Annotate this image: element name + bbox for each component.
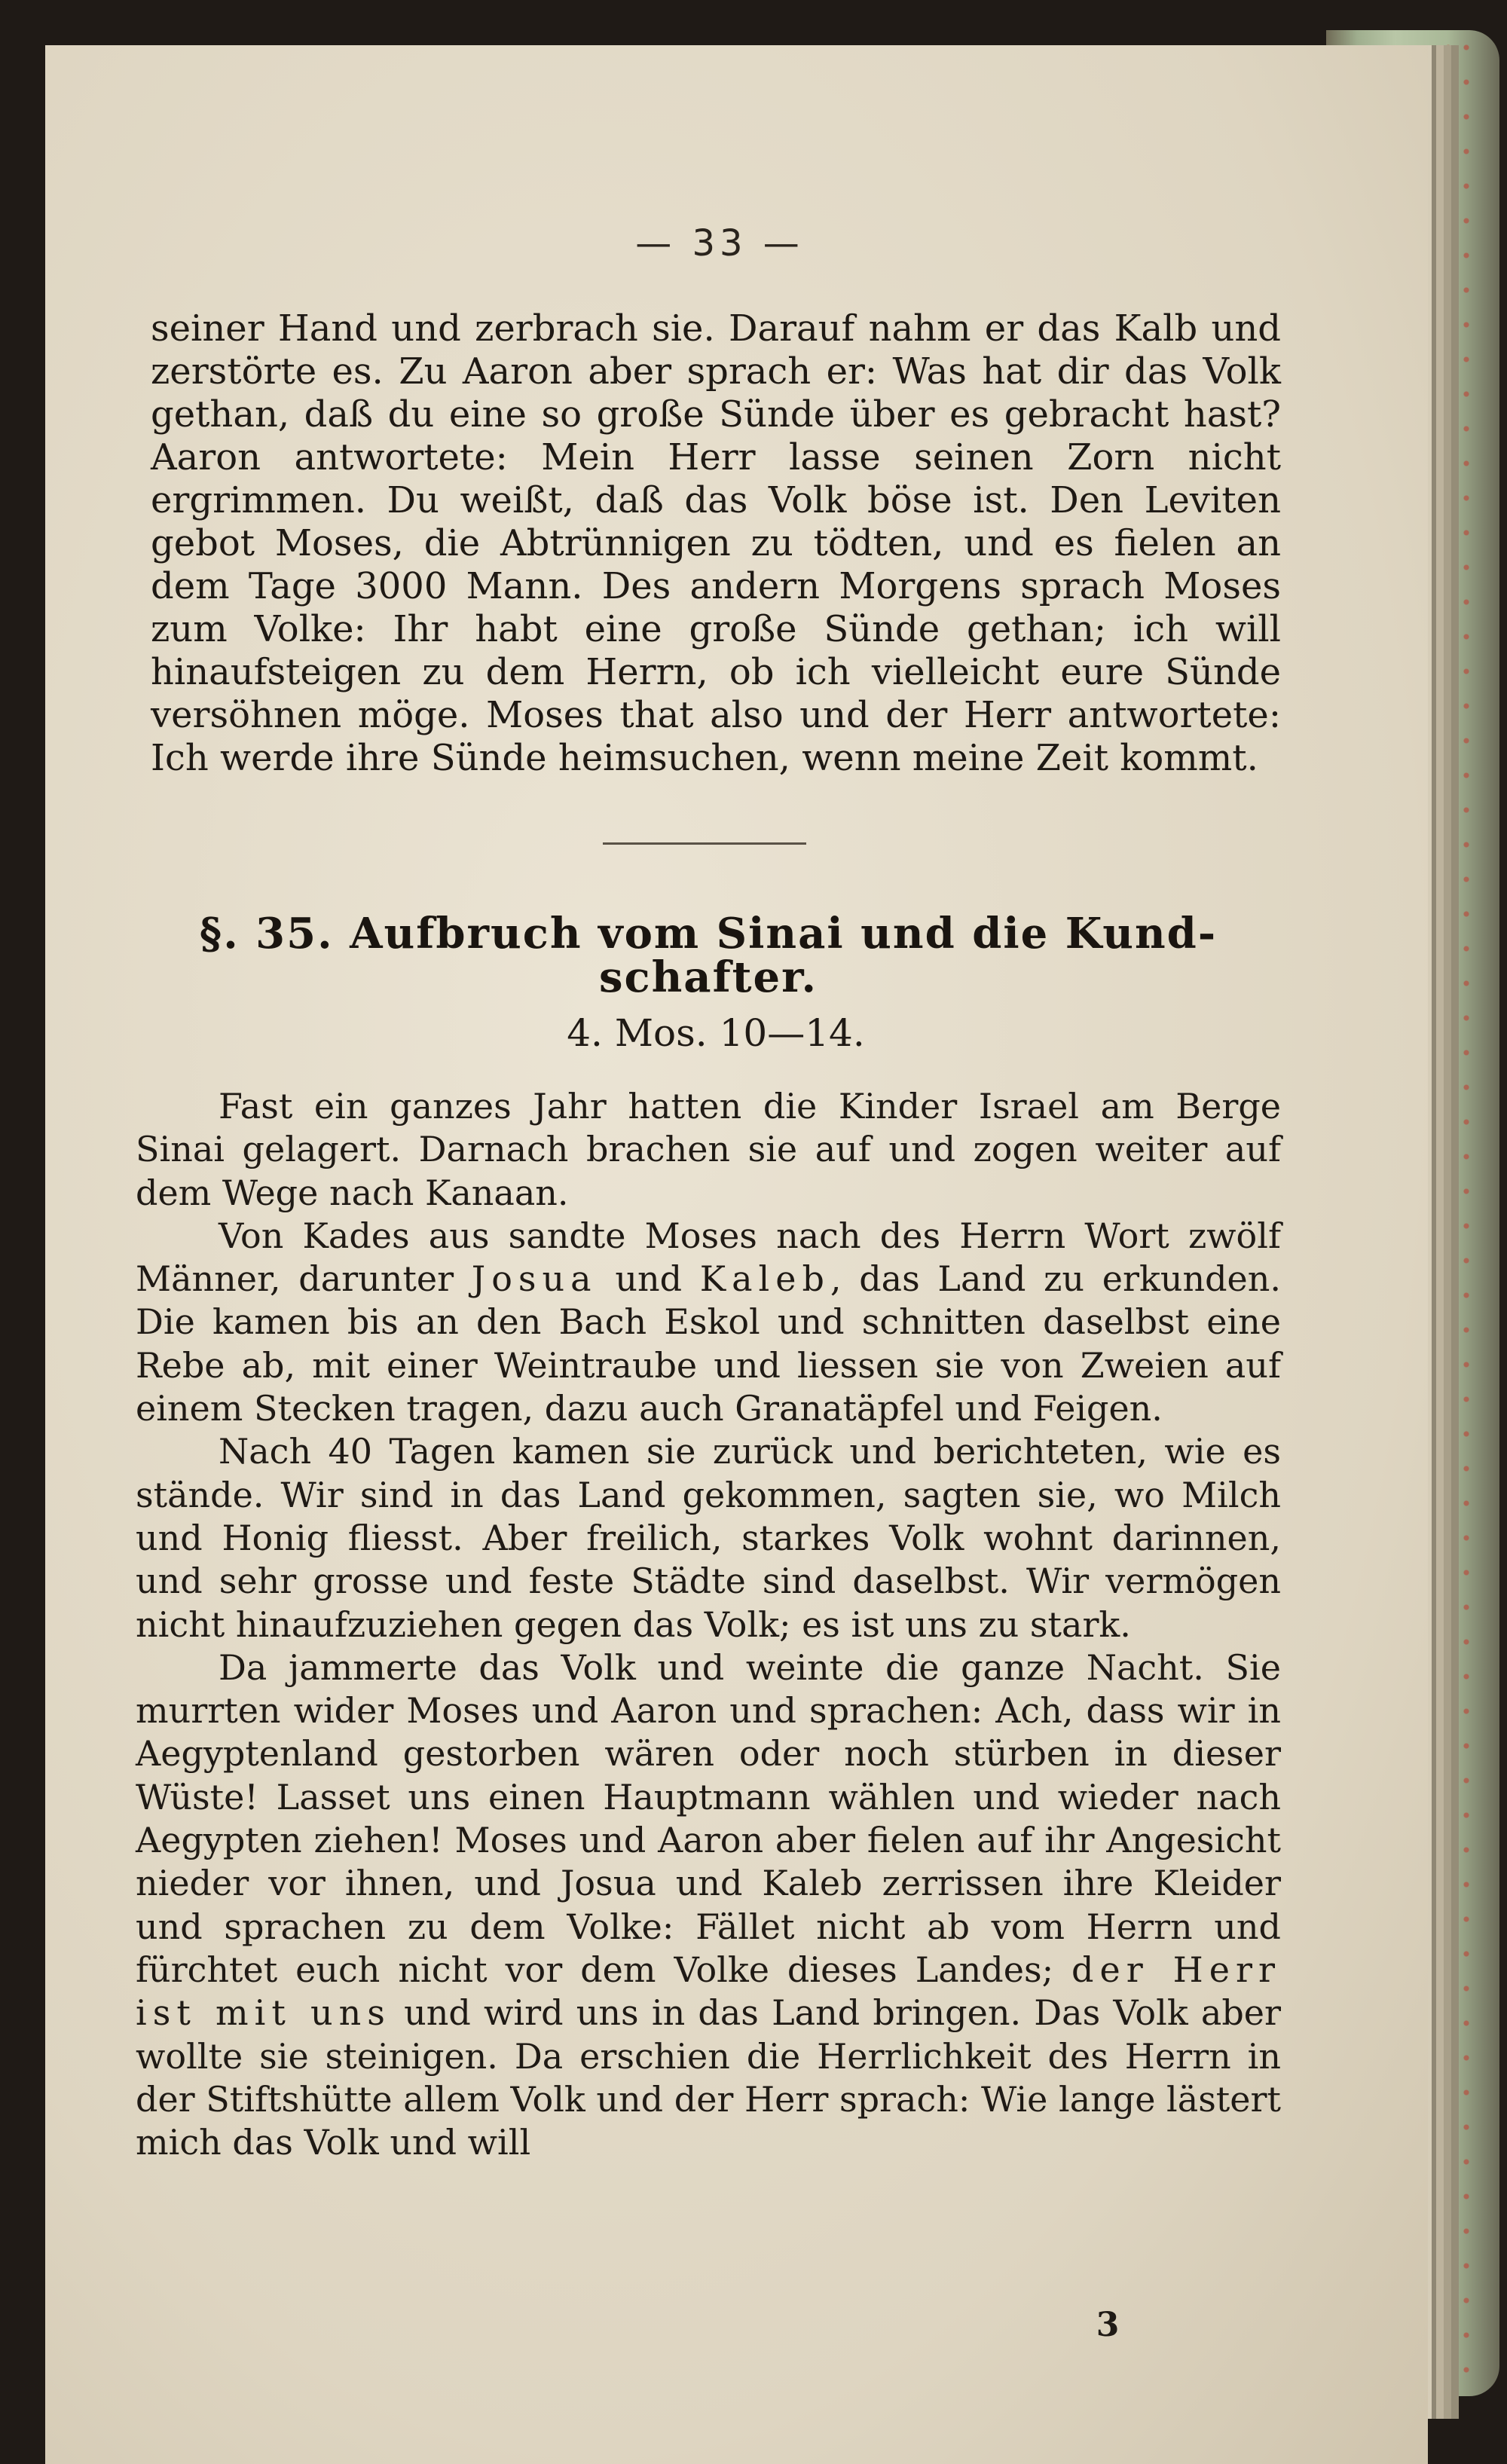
body-text [136, 1085, 1281, 2164]
name-josua: Josua [471, 1258, 598, 1300]
fraktur-text: seiner Hand und zerbrach sie. Darauf nahm er das Kalb und zerstörte es. Zu Aaron aber sprach er: Was hat dir das Volk gethan, daß du eine so große Sünde über es gebracht hast? Aaron antwortete: Mein Herr lasse seinen Zorn nicht ergrimmen. Du weißt, daß das Volk böse ist. Den Leviten gebot Moses, die Abtrünnigen zu tödten, und es fielen an dem Tage 3000 Mann. Des andern Morgens sprach Moses zum Volke: Ihr habt eine große Sünde gethan; ich will hinaufsteigen zu dem Herrn, ob ich vielleicht eure Sünde versöhnen möge. Moses that also und der Herr antwortete: Ich werde ihre Sünde heimsuchen, wenn meine Zeit kommt. [151, 307, 1281, 779]
paragraph-4-text-b: und wird uns in das Land bringen. Das Volk aber wollte sie steinigen. Da erschien die Herrlichkeit des Herrn in der Stiftshütte allem Volk und der Herr sprach: Wie lange lästert mich das Volk und will [136, 1992, 1281, 2163]
section-heading-line1: §. 35. Aufbruch vom Sinai und die Kund- [199, 909, 1218, 958]
paragraph-2-und: und [615, 1258, 683, 1300]
page-number: — 33 — [635, 222, 804, 264]
book-page [45, 45, 1428, 2464]
paragraph-1: Fast ein ganzes Jahr hatten die Kinder Israel am Berge Sinai gelagert. Darnach brachen sie auf und zogen weiter auf dem Wege nach Kanaan. [136, 1086, 1281, 1213]
paragraph-2-text-b: , das Land zu erkunden. Die kamen bis an den Bach Eskol und schnitten daselbst eine Rebe ab, mit einer Weintraube und liessen sie von Zweien auf einem Stecken tragen, dazu auch Granatäpfel und Feigen. [136, 1258, 1282, 1429]
cover-pattern [1439, 30, 1469, 2396]
section-heading [136, 909, 1281, 1002]
page-stack [45, 45, 1436, 2419]
section-heading-line2: schafter. [598, 952, 818, 1002]
paragraph-4-text-a: Da jammerte das Volk und weinte die ganze Nacht. Sie murrten wider Moses und Aaron und sprachen: Ach, dass wir in Aegyptenland gestorben wären oder noch stürben in dieser Wüste! Lasset uns einen Hauptmann wählen und wieder nach Aegypten ziehen! Moses und Aaron aber fielen auf ihr Angesicht nieder vor ihnen, und Josua und Kaleb zerrissen ihre Kleider und sprachen zu dem Volke: Fället nicht ab vom Herrn und fürchtet euch nicht vor dem Volke dieses Landes; [136, 1646, 1281, 1990]
paragraph-3: Nach 40 Tagen kamen sie zurück und berichteten, wie es stände. Wir sind in das Land gekommen, sagten sie, wo Milch und Honig fliesst. Aber freilich, starkes Volk wohnt darinnen, und sehr grosse und feste Städte sind daselbst. Wir vermögen nicht hinaufzuziehen gegen das Volk; es ist uns zu stark. [136, 1431, 1281, 1645]
paragraph-2 [136, 1215, 1281, 1430]
name-kaleb: Kaleb [699, 1258, 830, 1300]
signature-mark: 3 [1096, 2306, 1120, 2344]
emphasis-der-herr: der Herr ist mit uns [136, 1949, 1281, 2034]
fraktur-paragraph [151, 307, 1281, 780]
paragraph-4 [136, 1646, 1281, 2165]
section-divider [603, 842, 806, 845]
scripture-reference: 4. Mos. 10—14. [567, 1011, 865, 1055]
paragraph-2-text-a: Von Kades aus sandte Moses nach des Herrn Wort zwölf Männer, darunter [136, 1215, 1281, 1300]
